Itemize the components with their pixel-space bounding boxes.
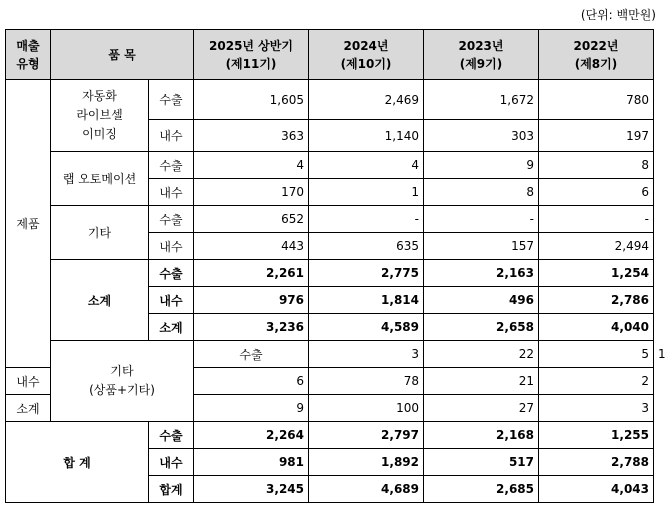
cell-value: 496 [424,287,539,314]
cell-value: 27 [424,395,539,422]
table-row [6,80,654,120]
table-row [6,152,654,179]
cell-value: 976 [194,287,309,314]
header-period-2024: 2024년 (제10기) [309,30,424,80]
row-label-domestic: 내수 [149,120,194,152]
cell-value: 3,245 [194,476,309,503]
cell-value: - [309,206,424,233]
table-row: 기타 (상품+기타) 수출 3 22 5 1 [6,341,654,368]
header-sales-type: 매출 유형 [6,30,51,80]
cell-value: 4,689 [309,476,424,503]
row-label-export: 수출 [149,422,194,449]
row-label-domestic: 내수 [149,449,194,476]
cell-value: 2,163 [424,260,539,287]
cell-value: 2,658 [424,314,539,341]
cell-value: 2,469 [309,80,424,120]
table-row [6,422,654,449]
header-period-2022: 2022년 (제8기) [539,30,654,80]
grand-total-label: 합 계 [6,422,149,503]
row-label-subtotal: 소계 [6,395,51,422]
cell-value: 9 [194,395,309,422]
table-row [6,206,654,233]
cell-value: 1,672 [424,80,539,120]
cell-value: 1,892 [309,449,424,476]
cell-value: 635 [309,233,424,260]
cell-value: 1,255 [539,422,654,449]
header-period-2025h1: 2025년 상반기 (제11기) [194,30,309,80]
cell-value: 4,040 [539,314,654,341]
cell-value: 780 [539,80,654,120]
header-period-2023: 2023년 (제9기) [424,30,539,80]
row-label-domestic: 내수 [6,368,51,395]
cell-value: 2,494 [539,233,654,260]
cell-value: 5 [539,341,654,368]
cell-value: 4,043 [539,476,654,503]
cell-value: 363 [194,120,309,152]
cell-value: 2,775 [309,260,424,287]
cell-value: 9 [424,152,539,179]
product-group-live-cell: 자동화 라이브셀 이미징 [51,80,149,152]
cell-value: 1,140 [309,120,424,152]
row-label-export: 수출 [149,80,194,120]
cell-value: 2,264 [194,422,309,449]
cell-value: 652 [194,206,309,233]
product-group-lab-automation: 랩 오토메이션 [51,152,149,206]
cell-value: 4,589 [309,314,424,341]
cell-value: 2,786 [539,287,654,314]
cell-value: 21 [424,368,539,395]
cell-value: 4 [309,152,424,179]
cell-value: 197 [539,120,654,152]
cell-value: - [424,206,539,233]
cell-value: 3,236 [194,314,309,341]
cell-value: 981 [194,449,309,476]
row-label-export: 수출 [149,206,194,233]
header-row [6,30,654,80]
cell-value: 517 [424,449,539,476]
cell-value: 8 [424,179,539,206]
cell-value: 2,261 [194,260,309,287]
cell-value: 2 [539,368,654,395]
table-row [6,260,654,287]
row-label-domestic: 내수 [149,287,194,314]
cell-value: 6 [194,368,309,395]
cell-value: 170 [194,179,309,206]
row-label-domestic: 내수 [149,179,194,206]
cell-value: 3 [539,395,654,422]
cell-value: 6 [539,179,654,206]
cell-value: 4 [194,152,309,179]
cell-value: 2,685 [424,476,539,503]
cell-value: 2,788 [539,449,654,476]
unit-note: (단위: 백만원) [580,8,656,22]
row-label-export: 수출 [194,341,309,368]
cell-value: - [539,206,654,233]
sales-type-other: 기타 (상품+기타) [51,341,194,422]
cell-value: 2,797 [309,422,424,449]
product-group-other: 기타 [51,206,149,260]
header-item: 품 목 [51,30,194,80]
sales-table [5,29,666,503]
cell-value: 22 [424,341,539,368]
cell-value: 100 [309,395,424,422]
cell-value: 2,168 [424,422,539,449]
row-label-domestic: 내수 [149,233,194,260]
row-label-export: 수출 [149,152,194,179]
cell-value: 303 [424,120,539,152]
cell-value: 3 [309,341,424,368]
row-label-export: 수출 [149,260,194,287]
row-label-subtotal: 소계 [149,314,194,341]
cell-value: 1,814 [309,287,424,314]
cell-value: 1 [309,179,424,206]
cell-value: 1,605 [194,80,309,120]
product-subtotal-label: 소계 [51,260,149,341]
cell-value: 1,254 [539,260,654,287]
sales-type-product: 제품 [6,80,51,368]
cell-value: 8 [539,152,654,179]
cell-value: 443 [194,233,309,260]
cell-value: 157 [424,233,539,260]
row-label-total: 합계 [149,476,194,503]
cell-value: 78 [309,368,424,395]
